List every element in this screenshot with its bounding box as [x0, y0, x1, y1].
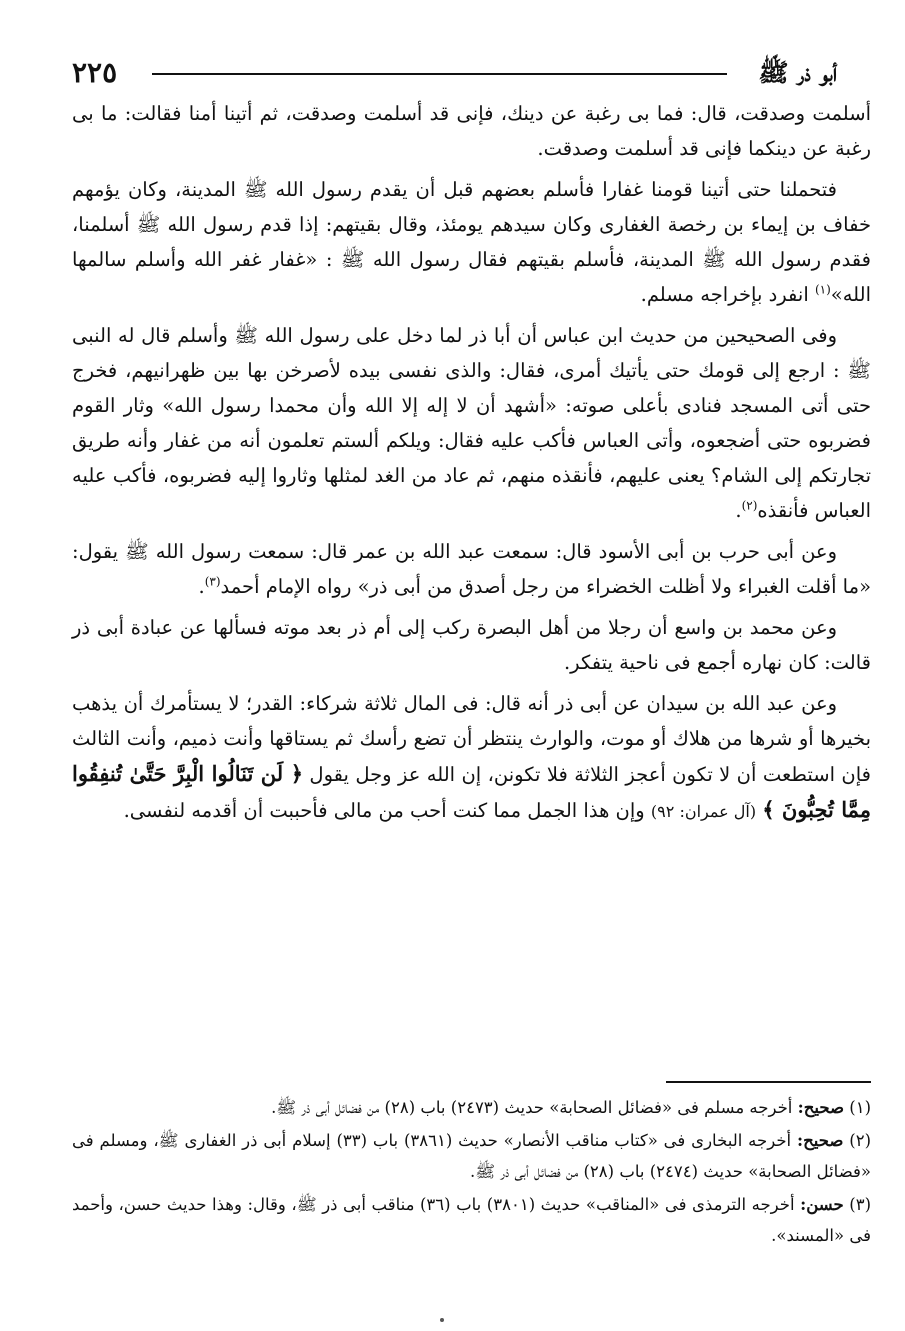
paragraph-3-tail: .: [735, 499, 742, 522]
paragraph-4: [72, 534, 871, 604]
paragraph-1: [72, 96, 871, 166]
footnote-1-grade: صحيح:: [797, 1098, 844, 1117]
footnote-rule: [666, 1081, 871, 1083]
paragraph-2-tail: انفرد بإخراجه مسلم.: [640, 283, 809, 306]
running-title: أبو ذر ﷺ: [758, 58, 837, 87]
main-text: [72, 96, 871, 835]
paragraph-2: [72, 172, 871, 312]
footnote-3-grade: حسن:: [800, 1195, 844, 1214]
paragraph-6-text: وعن عبد الله بن سيدان عن أبى ذر أنه قال: فى المال ثلاثة شركاء: القدر؛ لا يستأمرك أن يذهب بخيرها أو شرها من هلاك أو موت، والوارث ينتظر أن تضع رأسك ثم يستاقها وأنت ذميم، وأنت الثالث فإن استطعت أن لا تكون أعجز الثلاثة فلا تكونن، إن الله عز وجل يقول: [72, 692, 871, 786]
print-mark: [440, 1318, 444, 1322]
footnote-3-number: (٣): [849, 1195, 871, 1214]
footnote-1-text: أخرجه مسلم فى «فضائل الصحابة» حديث (٢٤٧٣) باب (٢٨) من فضائل أبى ذر ﷺ.: [271, 1098, 793, 1117]
footnotes: [72, 1092, 871, 1253]
paragraph-4-text: وعن أبى حرب بن أبى الأسود قال: سمعت عبد الله بن عمر قال: سمعت رسول الله ﷺ يقول: «ما أقلت الغبراء ولا أظلت الخضراء من رجل أصدق من أبى ذر» رواه الإمام أحمد: [72, 540, 871, 598]
quran-verse: ﴿ لَن تَنَالُوا الْبِرَّ حَتَّىٰ تُنفِقُوا مِمَّا تُحِبُّونَ ﴾: [72, 761, 871, 822]
footnote-2-text: أخرجه البخارى فى «كتاب مناقب الأنصار» حديث (٣٨٦١) باب (٣٣) إسلام أبى ذر الغفارى ﷺ، ومسلم فى «فضائل الصحابة» حديث (٢٤٧٤) باب (٢٨) من فضائل أبى ذر ﷺ.: [72, 1131, 871, 1181]
paragraph-3-text: وفى الصحيحين من حديث ابن عباس أن أبا ذر لما دخل على رسول الله ﷺ وأسلم قال له النبى ﷺ : ارجع إلى قومك حتى يأتيك أمرى، فقال: والذى نفسى بيده لأصرخن بها بين ظهرانيهم، فخرج حتى أتى المسجد فنادى بأعلى صوته: «أشهد أن لا إله إلا الله وأن محمدا رسول الله» وثار القوم فضربوه حتى أضجعوه، وأتى العباس فأكب عليه فقال: ويلكم ألستم تعلمون أنه من غفار وأنه طريق تجارتكم إلى الشام؟ يعنى عليهم، فأنقذه منهم، ثم عاد من الغد لمثلها وثاروا إليه فضربوه، فأكب عليه العباس فأنقذه: [72, 324, 871, 522]
footnote-1: [72, 1092, 871, 1123]
page-number: ٢٢٥: [72, 56, 118, 89]
footnote-mark-2: (٢): [741, 498, 758, 513]
header-rule: [152, 73, 727, 75]
paragraph-5-text: وعن محمد بن واسع أن رجلا من أهل البصرة ركب إلى أم ذر بعد موته فسألها عن عبادة أبى ذر قالت: كان نهاره أجمع فى ناحية يتفكر.: [72, 616, 871, 674]
footnote-mark-1: (١): [814, 282, 831, 297]
footnote-3-text: أخرجه الترمذى فى «المناقب» حديث (٣٨٠١) باب (٣٦) مناقب أبى ذر ﷺ، وقال: وهذا حديث حسن، وأحمد فى «المسند».: [72, 1195, 871, 1245]
paragraph-3: [72, 318, 871, 528]
paragraph-1-text: أسلمت وصدقت، قال: فما بى رغبة عن دينك، فإنى قد أسلمت وصدقت، ثم أتينا أمنا فقالت: ما بى رغبة عن دينكما فإنى قد أسلمت وصدقت.: [72, 102, 871, 160]
footnote-mark-3: (٣): [204, 574, 221, 589]
paragraph-2-text: فتحملنا حتى أتينا قومنا غفارا فأسلم بعضهم قبل أن يقدم رسول الله ﷺ المدينة، وكان يؤمهم خفاف بن إيماء بن رخصة الغفارى وكان سيدهم يومئذ، وقال بقيتهم: إذا قدم رسول الله ﷺ أسلمنا، فقدم رسول الله ﷺ المدينة، فأسلم بقيتهم فقال رسول الله ﷺ : «غفار غفر الله وأسلم سالمها الله»: [72, 178, 871, 306]
footnote-1-number: (١): [849, 1098, 871, 1117]
paragraph-6: [72, 686, 871, 829]
paragraph-4-tail: .: [198, 575, 205, 598]
footnote-2-number: (٢): [849, 1131, 872, 1150]
quran-reference: (آل عمران: ٩٢): [650, 802, 757, 821]
footnote-2-grade: صحيح:: [797, 1131, 844, 1150]
paragraph-6-tail: وإن هذا الجمل مما كنت أحب من مالى فأحببت أن أقدمه لنفسى.: [123, 799, 645, 822]
paragraph-5: [72, 610, 871, 680]
running-header: [72, 56, 837, 96]
footnote-2: [72, 1125, 871, 1187]
footnote-3: [72, 1189, 871, 1251]
